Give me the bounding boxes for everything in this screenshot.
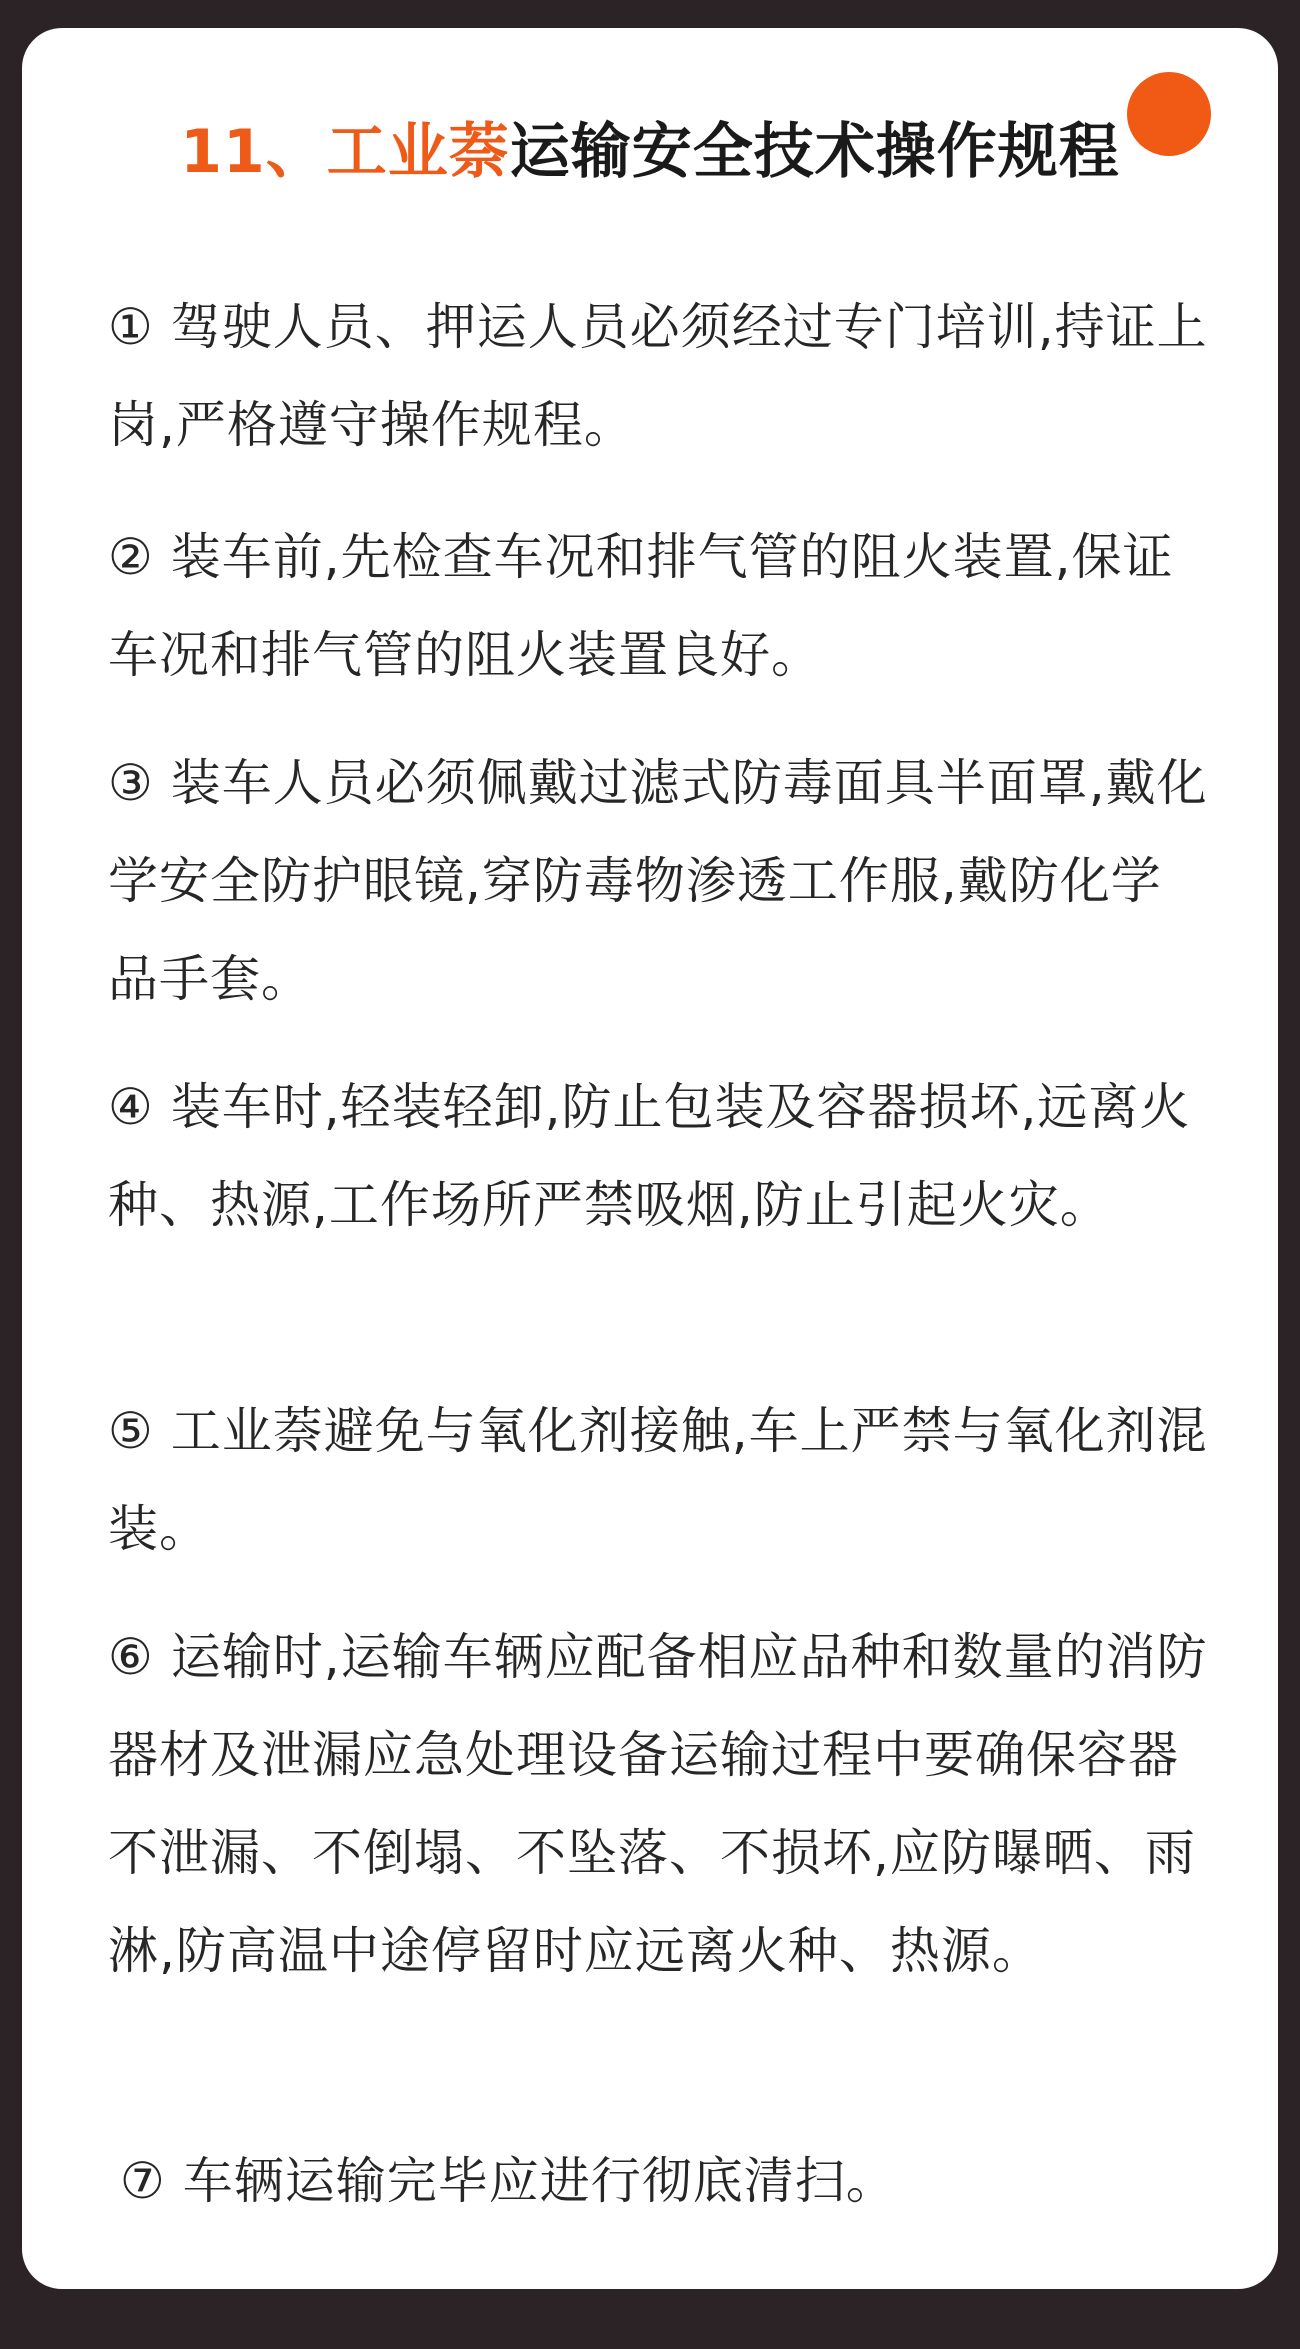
rule-item-3: ③ 装车人员必须佩戴过滤式防毒面具半面罩,戴化学安全防护眼镜,穿防毒物渗透工作服,戴防化学品手套。 bbox=[108, 754, 1208, 1008]
title-rest: 运输安全技术操作规程 bbox=[509, 117, 1120, 187]
title-accent: 11、工业萘 bbox=[180, 117, 510, 187]
rule-item-7: ⑦ 车辆运输完毕应进行彻底清扫。 bbox=[120, 2152, 897, 2210]
rule-item-6: ⑥ 运输时,运输车辆应配备相应品种和数量的消防器材及泄漏应急处理设备运输过程中要确保容器不泄漏、不倒塌、不坠落、不损坏,应防曝晒、雨淋,防高温中途停留时应远离火种、热源。 bbox=[108, 1628, 1208, 1980]
rule-item-5: ⑤ 工业萘避免与氧化剂接触,车上严禁与氧化剂混装。 bbox=[108, 1402, 1208, 1558]
rule-item-2: ② 装车前,先检查车况和排气管的阻火装置,保证车况和排气管的阻火装置良好。 bbox=[108, 528, 1174, 684]
rule-item-1: ① 驾驶人员、押运人员必须经过专门培训,持证上岗,严格遵守操作规程。 bbox=[108, 298, 1208, 454]
rule-item-4: ④ 装车时,轻装轻卸,防止包装及容器损坏,远离火种、热源,工作场所严禁吸烟,防止引起火灾。 bbox=[108, 1078, 1191, 1234]
page-title bbox=[0, 108, 1300, 196]
